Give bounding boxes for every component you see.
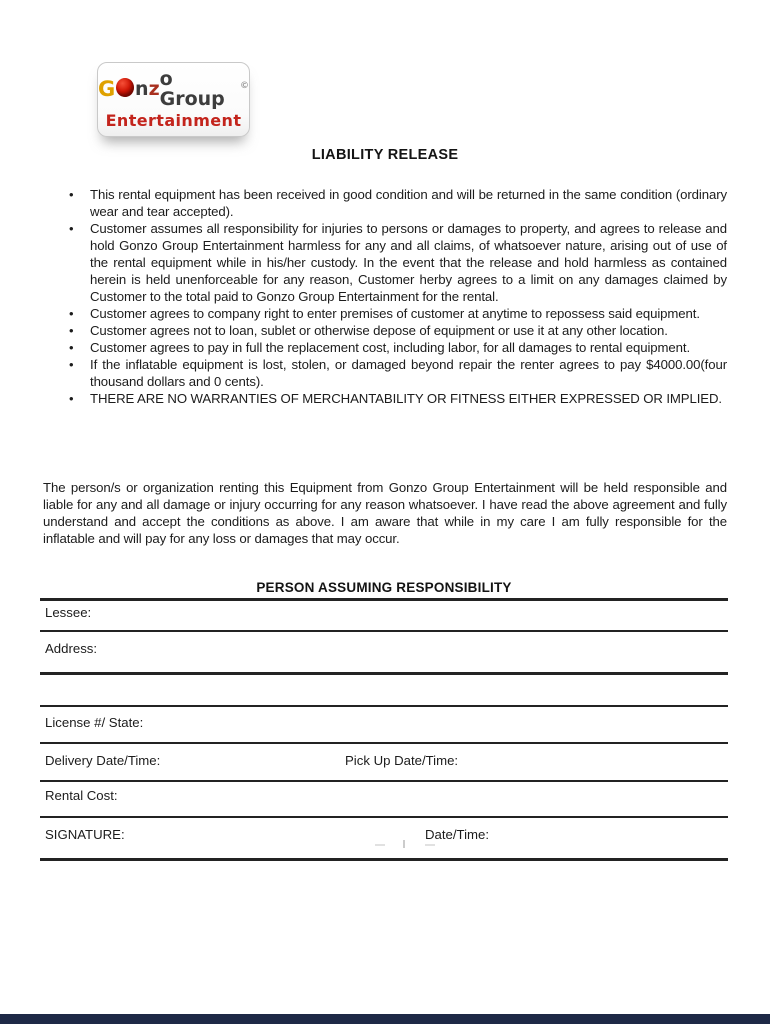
terms-bullet-list [43, 186, 727, 407]
company-logo [97, 62, 250, 137]
license-field[interactable] [160, 707, 728, 742]
logo-letter-n: n [135, 78, 149, 100]
license-row [40, 707, 728, 742]
red-ball-icon [116, 78, 134, 97]
bullet-replacement-cost: • Customer agrees to pay in full the replacement cost, including labor, for all damages to rental equipment. [90, 339, 727, 356]
address-row [40, 632, 728, 672]
signature-label: SIGNATURE: [45, 827, 125, 842]
scan-artifact [375, 840, 435, 848]
bullet-no-sublet: • Customer agrees not to loan, sublet or otherwise depose of equipment or use it at any other location. [90, 322, 727, 339]
signature-row [40, 818, 728, 858]
bullet-condition: • This rental equipment has been received in good condition and will be returned in the same condition (ordinary wear and tear accepted). [90, 186, 727, 220]
divider-line [40, 858, 728, 861]
delivery-label: Delivery Date/Time: [45, 753, 161, 768]
logo-letter-z: z [148, 78, 160, 100]
form-heading: PERSON ASSUMING RESPONSIBILITY [256, 580, 512, 595]
bullet-lost-stolen: • If the inflatable equipment is lost, stolen, or damaged beyond repair the renter agrees to pay $4000.00(four thousand dollars and 0 cents). [90, 356, 727, 390]
bullet-responsibility: • Customer assumes all responsibility for injuries to persons or damages to property, and agrees to release and hold Gonzo Group Entertainment harmless for any and all claims, of whatsoever nature, arising out of use of the rental equipment while in his/her custody. In the event that the release and hold harmless as contained herein is held unenforceable for any reason, Customer herby agrees to a limit on any damages claimed by Customer to the total paid to Gonzo Group Entertainment for the rental. [90, 220, 727, 305]
logo-o-group: o Group [159, 68, 225, 110]
logo-wordmark [98, 69, 249, 109]
bottom-bar [0, 1014, 770, 1024]
lessee-label: Lessee: [45, 605, 92, 620]
bullet-repossess: • Customer agrees to company right to enter premises of customer at anytime to repossess said equipment. [90, 305, 727, 322]
logo-letter-g: G [98, 77, 116, 101]
bullet-no-warranties: • THERE ARE NO WARRANTIES OF MERCHANTABILITY OR FITNESS EITHER EXPRESSED OR IMPLIED. [90, 390, 727, 407]
datetime-label: Date/Time: [425, 827, 489, 842]
license-label: License #/ State: [45, 715, 144, 730]
agreement-paragraph: The person/s or organization renting this Equipment from Gonzo Group Entertainment will be held responsible and liable for any and all damage or injury occurring for any reason whatsoever. I have read the above agreement and fully understand and accept the conditions as above. I am aware that while in my care I am fully responsible for the inflatable and will pay for any loss or damages that may occur. [43, 480, 727, 546]
delivery-field[interactable] [175, 744, 340, 780]
copyright-icon: © [240, 81, 249, 91]
responsibility-form [40, 580, 728, 861]
lessee-row [40, 601, 728, 630]
address-field[interactable] [105, 632, 728, 672]
address-row-2 [40, 675, 728, 705]
rental-cost-label: Rental Cost: [45, 788, 118, 803]
address-label: Address: [45, 641, 98, 656]
rental-cost-row [40, 782, 728, 816]
lessee-field[interactable] [100, 601, 728, 630]
pickup-label: Pick Up Date/Time: [345, 753, 459, 768]
address-field-2[interactable] [40, 675, 728, 705]
delivery-pickup-row [40, 744, 728, 780]
page-title: LIABILITY RELEASE [311, 147, 459, 163]
rental-cost-field[interactable] [130, 782, 728, 816]
logo-entertainment: Entertainment [105, 111, 242, 130]
datetime-field[interactable] [500, 818, 728, 858]
signature-field[interactable] [130, 818, 420, 858]
pickup-field[interactable] [470, 744, 728, 780]
